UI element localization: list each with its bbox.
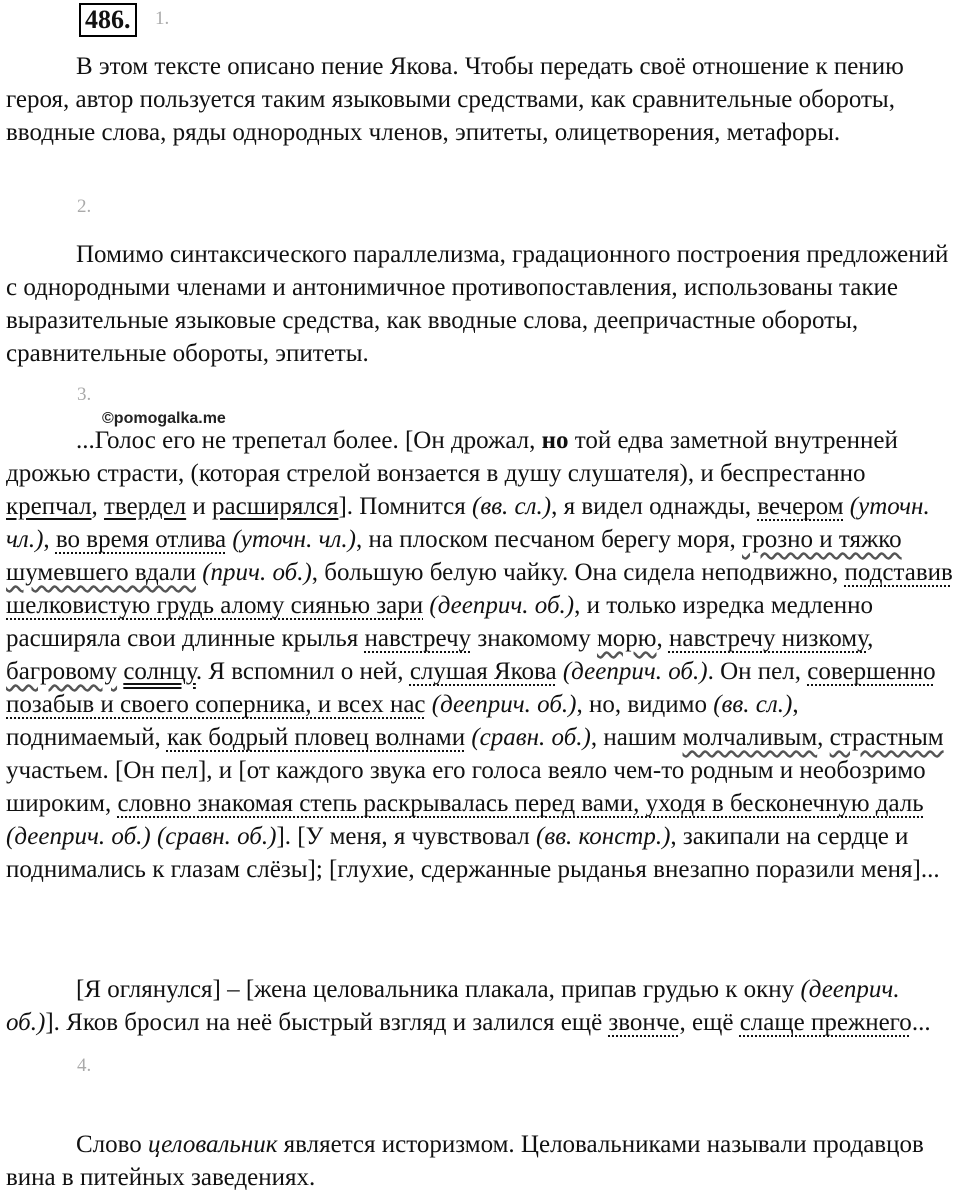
part3-text: , большую белую чайку. Она сидела неподвижно, — [311, 559, 845, 586]
part3-annotation: (вв. сл.) — [472, 493, 552, 520]
part3b-adverbial: звонче — [608, 1009, 680, 1036]
part3-annotation: (уточн. чл.) — [6, 493, 930, 553]
part3-text: , — [656, 625, 669, 652]
part3b-adverbial: слаще прежнего — [739, 1009, 912, 1036]
part3-text: ...Голос его не трепетал более. [Он дрожал, — [76, 427, 542, 454]
part3-adverbial: навстречу низкому — [668, 625, 868, 652]
part3-text: знакомому — [471, 625, 597, 652]
part4-paragraph — [6, 1128, 958, 1194]
part3-text: участьем. [Он пел], и [от каждого звука его голоса веяло чем-то родным и необозримо широким, — [6, 757, 926, 817]
part3-text: , я видел однажды, — [551, 493, 758, 520]
part3-text: , нашим — [590, 724, 683, 751]
part3-adverbial: вечером — [757, 493, 844, 520]
part3-predicate: твердел — [104, 493, 187, 520]
part3-annotation: (уточн. чл.) — [232, 526, 356, 553]
part3-text: той едва заметной внутренней дрожью страсти, (которая стрелой вонзается в душу слушателя), и беспрестанно — [6, 427, 898, 487]
part3-comparative-phrase: как бодрый пловец волнами — [166, 724, 466, 751]
part3-text: и — [186, 493, 213, 520]
part3-participial-phrase: грозно и тяжко шумевшего вдали — [6, 526, 902, 586]
part3-attribute: страстным — [829, 724, 944, 751]
part-marker-3: 3. — [77, 384, 92, 405]
part3-annotation: (дееприч. об.) (сравн. об.) — [6, 823, 277, 850]
part3-annotation: (сравн. об.) — [471, 724, 591, 751]
part3-annotation: (дееприч. об.) — [431, 691, 577, 718]
part3-predicate: крепчал — [6, 493, 92, 520]
part3b-text: ]. Яков бросил на неё быстрый взгляд и залился ещё — [45, 1009, 609, 1036]
part3-annotation: (вв. констр.) — [536, 823, 671, 850]
part3-annotation: (дееприч. об.) — [562, 658, 708, 685]
part3-text: ]. [У меня, я чувствовал — [276, 823, 537, 850]
part4-text: Слово — [76, 1131, 149, 1158]
part3b-text: ... — [911, 1009, 931, 1036]
part3-text: . Он пел, — [707, 658, 808, 685]
part3-attribute: багровому — [6, 658, 118, 685]
part3-attribute: морю — [596, 625, 657, 652]
part3-predicate: расширялся — [212, 493, 339, 520]
part-marker-1: 1. — [155, 8, 170, 29]
part4-term: целовальник — [148, 1131, 278, 1158]
part3-adverbial: во время отлива — [55, 526, 227, 553]
part1-text: В этом тексте описано пение Якова. Чтобы передать своё отношение к пению героя, автор пользуется таким языковыми средствами, как сравнительные обороты, вводные слова, ряды однородных членов, эпитеты, олицетворения, метафоры. — [6, 53, 904, 146]
part3-object: солнцу — [123, 658, 196, 685]
part3-text: , — [867, 625, 874, 652]
part2-paragraph — [6, 238, 958, 370]
watermark: ©pomogalka.me — [102, 410, 226, 427]
part3-annotation: (вв. сл.) — [713, 691, 793, 718]
part3-adverbial: навстречу — [364, 625, 472, 652]
part3-text: , и только изредка медленно расширяла свои длинные крылья — [6, 592, 873, 652]
part3-closing-paragraph — [6, 973, 958, 1039]
part-marker-4: 4. — [77, 1055, 92, 1076]
part3-text: , — [817, 724, 830, 751]
part2-text: Помимо синтаксического параллелизма, градационного построения предложений с однородными членами и антонимичное противопоставления, использованы такие выразительные языковые средства, как вводные слова, деепричастные обороты, сравнительные обороты, эпитеты. — [6, 241, 949, 367]
part3-adverbial-phrase: подставив шелковистую грудь алому сиянью зари — [6, 559, 953, 619]
part3-text: , поднимаемый, — [6, 691, 799, 751]
part3-adverbial-phrase: совершенно позабыв и своего соперника, и всех нас — [6, 658, 936, 718]
part3-text: , на плоском песчаном берегу моря, — [355, 526, 742, 553]
part3-text: . Я вспомнил о ней, — [195, 658, 410, 685]
part3-attribute: молчаливым — [682, 724, 818, 751]
part3b-text: [Я оглянулся] – [жена целовальника плакала, припав грудью к окну — [76, 976, 801, 1003]
part3-text: ]. Помнится — [338, 493, 473, 520]
part3-adverbial-phrase: слушая Якова — [409, 658, 557, 685]
part4-text: является историзмом. Целовальниками называли продавцов вина в питейных заведениях. — [6, 1131, 924, 1191]
part3-annotation: (прич. об.) — [202, 559, 312, 586]
part3-annotation: (дееприч. об.) — [429, 592, 575, 619]
part1-paragraph — [6, 50, 958, 149]
part3-text: , — [43, 526, 56, 553]
part3b-text: , ещё — [679, 1009, 740, 1036]
part3-paragraph — [6, 424, 958, 886]
part3-comparative-phrase: словно знакомая степь раскрывалась перед вами, уходя в бесконечную даль — [117, 790, 924, 817]
part-marker-2: 2. — [77, 196, 92, 217]
part3-text: , закипали на сердце и поднимались к глазам слёзы]; [глухие, сдержанные рыданья внезапно поразили меня]... — [6, 823, 940, 883]
part3b-annotation: (дееприч. об.) — [6, 976, 900, 1036]
exercise-number: 486. — [79, 3, 137, 37]
part3-conjunction: но — [541, 427, 569, 454]
part3-text: , но, видимо — [576, 691, 714, 718]
part3-text: , — [91, 493, 104, 520]
